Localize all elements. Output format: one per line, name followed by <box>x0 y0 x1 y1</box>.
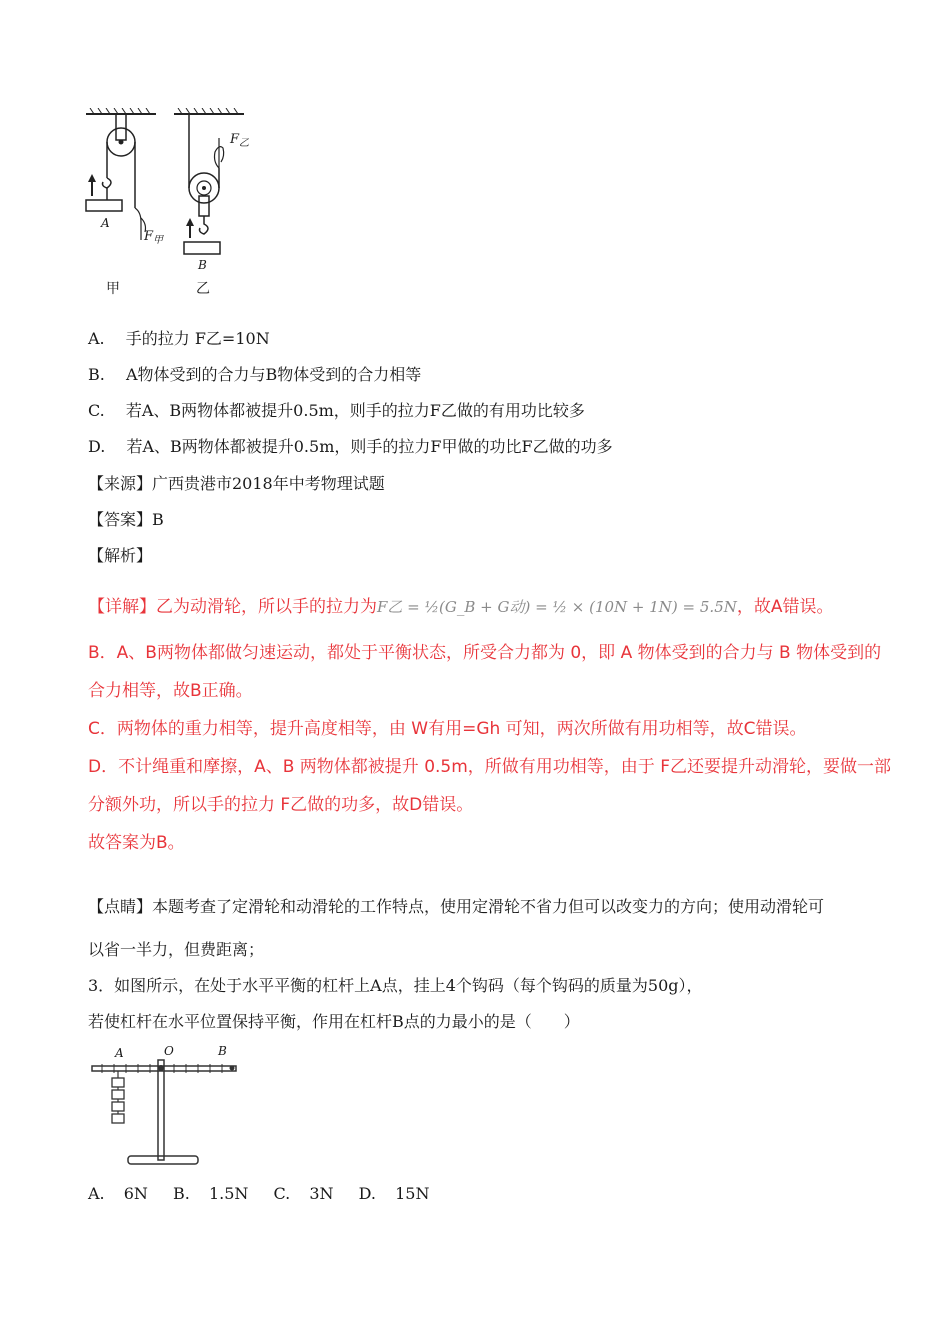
pulley-figure <box>80 108 270 298</box>
option-d-text: 若A、B两物体都被提升0.5m，则手的拉力F甲做的功比F乙做的功多 <box>126 437 613 456</box>
detail-formula: F乙 = ½(G_B + G动) = ½ × (10N + 1N) = 5.5N <box>377 598 737 616</box>
detail-line-5: D．不计绳重和摩擦，A、B 两物体都被提升 0.5m，所做有用功相等，由于 F乙还要提升动滑轮，要做一部 <box>88 757 891 777</box>
lever-label-a: A <box>115 1046 124 1060</box>
option-c-key: C. <box>88 401 105 420</box>
label-force-right-sub: 乙 <box>239 138 250 149</box>
detail-line-7: 故答案为B。 <box>88 833 185 853</box>
option-c-text: 若A、B两物体都被提升0.5m，则手的拉力F乙做的有用功比较多 <box>125 401 585 420</box>
option-d <box>88 437 613 457</box>
option-a <box>88 329 270 349</box>
q3-option-a-value: 6N <box>123 1184 148 1203</box>
option-b-text: A物体受到的合力与B物体受到的合力相等 <box>125 365 422 384</box>
label-block-a: A <box>101 216 110 230</box>
label-force-left-letter: F <box>144 229 154 244</box>
answer-line: 【答案】B <box>88 510 164 529</box>
option-a-text: 手的拉力 F乙=10N <box>125 329 270 348</box>
q3-option-b-value: 1.5N <box>208 1184 249 1203</box>
q3-option-c-key: C. <box>273 1184 291 1203</box>
q3-line-2: 若使杠杆在水平位置保持平衡，作用在杠杆B点的力最小的是（ ） <box>88 1012 580 1031</box>
q3-options <box>88 1184 429 1204</box>
label-force-left-sub: 甲 <box>153 235 164 246</box>
option-b-key: B. <box>88 365 105 384</box>
detail-line-1 <box>88 596 834 618</box>
source-line: 【来源】广西贵港市2018年中考物理试题 <box>88 474 385 493</box>
label-force-right-letter: F <box>230 132 240 147</box>
q3-option-d-key: D. <box>358 1184 376 1203</box>
q3-option-c-value: 3N <box>309 1184 334 1203</box>
option-c <box>88 401 585 421</box>
detail-line-1-suffix: ，故A错误。 <box>736 597 834 617</box>
label-block-b: B <box>198 258 207 272</box>
detail-line-2: B．A、B两物体都做匀速运动，都处于平衡状态，所受合力都为 0，即 A 物体受到的合力与 B 物体受到的 <box>88 643 882 663</box>
q3-option-a-key: A. <box>88 1184 105 1203</box>
q3-line-1: 3．如图所示，在处于水平平衡的杠杆上A点，挂上4个钩码（每个钩码的质量为50g）， <box>88 976 703 995</box>
option-b <box>88 365 421 385</box>
lever-figure <box>86 1046 246 1172</box>
q3-option-b-key: B. <box>173 1184 190 1203</box>
label-jia: 甲 <box>106 281 120 297</box>
analysis-label: 【解析】 <box>88 546 153 565</box>
detail-line-1-prefix: 【详解】乙为动滑轮，所以手的拉力为 <box>88 597 377 617</box>
comment-line-2: 以省一半力，但费距离； <box>88 940 265 959</box>
lever-label-b: B <box>218 1044 227 1058</box>
comment-line-1: 【点睛】本题考查了定滑轮和动滑轮的工作特点，使用定滑轮不省力但可以改变力的方向；使用动滑轮可 <box>88 897 825 916</box>
option-d-key: D. <box>88 437 106 456</box>
option-a-key: A. <box>88 329 105 348</box>
q3-option-d-value: 15N <box>395 1184 430 1203</box>
lever-label-o: O <box>164 1044 174 1058</box>
detail-line-6: 分额外功，所以手的拉力 F乙做的功多，故D错误。 <box>88 795 474 815</box>
detail-line-4: C．两物体的重力相等，提升高度相等，由 W有用=Gh 可知，两次所做有用功相等，故C错误。 <box>88 719 807 739</box>
detail-line-3: 合力相等，故B正确。 <box>88 681 253 701</box>
label-force-right <box>230 132 249 149</box>
label-force-left <box>144 229 163 246</box>
label-yi: 乙 <box>196 281 210 297</box>
